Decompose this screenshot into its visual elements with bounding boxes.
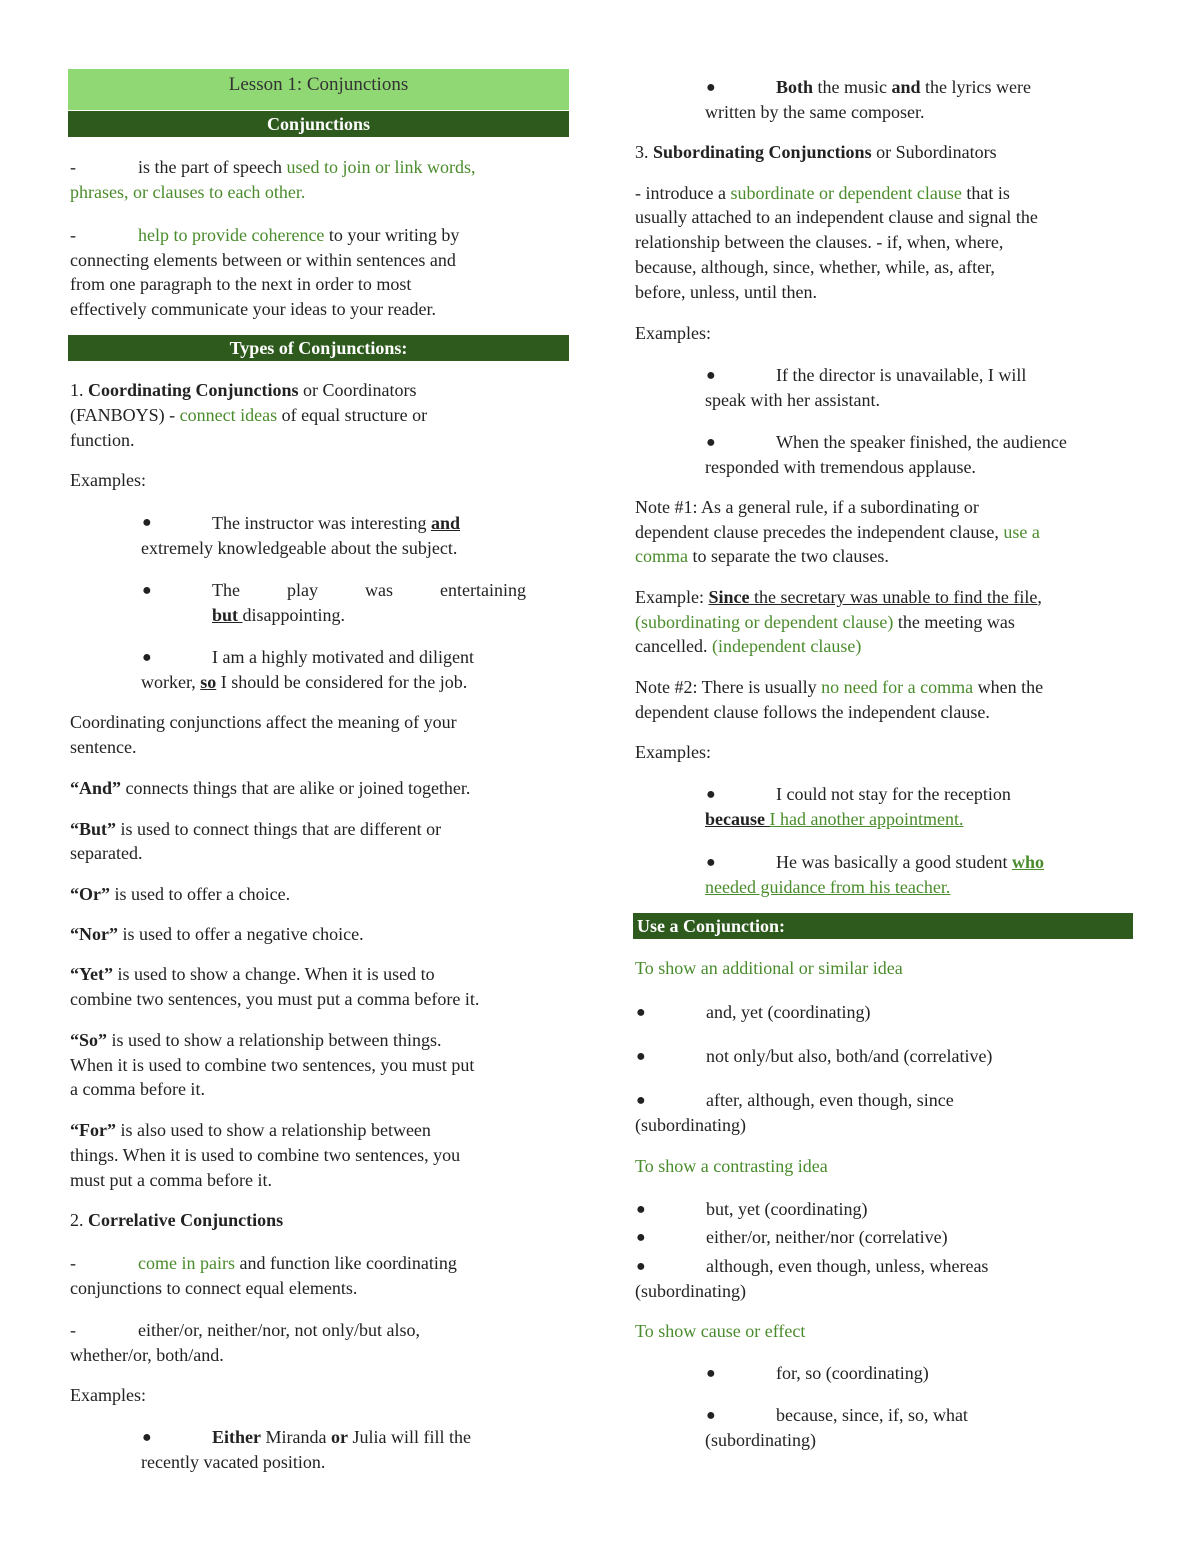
example-who: He was basically a good student who (776, 852, 1044, 872)
additional-item: after, although, even though, since (706, 1090, 954, 1110)
rule-yet: “Yet” is used to show a change. When it is used to (70, 964, 435, 984)
rule-so: “So” is used to show a relationship between things. (70, 1030, 442, 1050)
additional-item: not only/but also, both/and (correlative) (706, 1046, 993, 1066)
bullet-icon: ● (706, 786, 716, 803)
contrast-item: although, even though, unless, whereas (706, 1256, 989, 1276)
correlative-definition: - come in pairs and function like coordinating (70, 1253, 457, 1273)
note-2-line2: dependent clause follows the independent clause. (635, 702, 990, 722)
examples-label: Examples: (635, 742, 711, 762)
types-header: Types of Conjunctions: (68, 335, 569, 361)
example-and-line2: extremely knowledgeable about the subject. (141, 538, 458, 558)
note-1: Note #1: As a general rule, if a subordinating or (635, 497, 979, 517)
bullet-icon: ● (706, 854, 716, 871)
example-when: When the speaker finished, the audience (776, 432, 1067, 452)
definition-2-line4: effectively communicate your ideas to your reader. (70, 299, 437, 319)
definition-2: - help to provide coherence to your writing by (70, 225, 460, 245)
example-when-line2: responded with tremendous applause. (705, 457, 976, 477)
example-either-line2: recently vacated position. (141, 1452, 326, 1472)
example-so-line2: worker, so I should be considered for the job. (141, 672, 468, 692)
example-since-line3: cancelled. (independent clause) (635, 636, 862, 656)
correlative-heading: 2. Correlative Conjunctions (70, 1210, 284, 1230)
examples-label: Examples: (635, 323, 711, 343)
example-so: I am a highly motivated and diligent (212, 647, 474, 667)
correlative-list-line2: whether/or, both/and. (70, 1345, 224, 1365)
rule-nor: “Nor” is used to offer a negative choice. (70, 924, 364, 944)
note-2: Note #2: There is usually no need for a comma when the (635, 677, 1044, 697)
lesson-title: Lesson 1: Conjunctions (68, 69, 569, 110)
example-since-line2: (subordinating or dependent clause) the meeting was (635, 612, 1015, 632)
section-header-conjunctions: Conjunctions (68, 111, 569, 137)
cause-item: because, since, if, so, what (776, 1405, 968, 1425)
definition-1-line2: phrases, or clauses to each other. (70, 182, 306, 202)
subordinating-definition: - introduce a subordinate or dependent clause that is (635, 183, 1010, 203)
rule-or: “Or” is used to offer a choice. (70, 884, 291, 904)
example-both-line2: written by the same composer. (705, 102, 925, 122)
rule-but: “But” is used to connect things that are different or (70, 819, 442, 839)
bullet-icon: ● (706, 367, 716, 384)
example-if: If the director is unavailable, I will (776, 365, 1027, 385)
rule-so-line2: When it is used to combine two sentences, you must put (70, 1055, 475, 1075)
examples-label: Examples: (70, 1385, 146, 1405)
bullet-icon: ● (706, 434, 716, 451)
rule-so-line3: a comma before it. (70, 1079, 205, 1099)
additional-item: and, yet (coordinating) (706, 1002, 871, 1022)
definition-2-line3: from one paragraph to the next in order to most (70, 274, 412, 294)
rule-yet-line2: combine two sentences, you must put a comma before it. (70, 989, 480, 1009)
example-both: Both the music and the lyrics were (776, 77, 1031, 97)
bullet-icon: ● (142, 514, 152, 531)
example-because-line2: because I had another appointment. (705, 809, 964, 829)
subordinating-definition-line4: because, although, since, whether, while, as, after, (635, 257, 995, 277)
coordinating-line2: (FANBOYS) - connect ideas of equal structure or (70, 405, 428, 425)
contrast-item: either/or, neither/nor (correlative) (706, 1227, 948, 1247)
subordinating-definition-line3: relationship between the clauses. - if, when, where, (635, 232, 1004, 252)
subordinating-heading: 3. Subordinating Conjunctions or Subordinators (635, 142, 997, 162)
contrast-heading: To show a contrasting idea (635, 1156, 828, 1176)
correlative-list: - either/or, neither/nor, not only/but also, (70, 1320, 420, 1340)
coordinating-heading: 1. Coordinating Conjunctions or Coordinators (70, 380, 417, 400)
note-1-line3: comma to separate the two clauses. (635, 546, 889, 566)
example-and: The instructor was interesting and (212, 513, 460, 533)
cause-item: for, so (coordinating) (776, 1363, 929, 1383)
bullet-icon: ● (636, 1258, 646, 1275)
example-either: Either Miranda or Julia will fill the (212, 1427, 471, 1447)
example-because: I could not stay for the reception (776, 784, 1011, 804)
example-but-line2: but disappointing. (212, 605, 346, 625)
coordinating-line3: function. (70, 430, 135, 450)
bullet-icon: ● (636, 1229, 646, 1246)
additional-heading: To show an additional or similar idea (635, 958, 903, 978)
note-1-line2: dependent clause precedes the independent clause, use a (635, 522, 1040, 542)
affect-text: Coordinating conjunctions affect the meaning of your (70, 712, 457, 732)
bullet-icon: ● (142, 1429, 152, 1446)
examples-label: Examples: (70, 470, 146, 490)
definition-1: - is the part of speech used to join or link words, (70, 157, 476, 177)
bullet-icon: ● (636, 1004, 646, 1021)
rule-for-line2: things. When it is used to combine two sentences, you (70, 1145, 461, 1165)
affect-text-line2: sentence. (70, 737, 137, 757)
bullet-icon: ● (636, 1201, 646, 1218)
use-conjunction-header: Use a Conjunction: (633, 913, 1133, 939)
example-but: The play was entertaining (212, 580, 526, 600)
contrast-item: but, yet (coordinating) (706, 1199, 868, 1219)
bullet-icon: ● (636, 1092, 646, 1109)
example-if-line2: speak with her assistant. (705, 390, 880, 410)
bullet-icon: ● (706, 79, 716, 96)
bullet-icon: ● (706, 1365, 716, 1382)
rule-for-line3: must put a comma before it. (70, 1170, 272, 1190)
subordinating-definition-line5: before, unless, until then. (635, 282, 817, 302)
cause-item-wrap: (subordinating) (705, 1430, 816, 1450)
rule-but-line2: separated. (70, 843, 143, 863)
cause-heading: To show cause or effect (635, 1321, 806, 1341)
definition-2-line2: connecting elements between or within sentences and (70, 250, 456, 270)
example-who-line2: needed guidance from his teacher. (705, 877, 951, 897)
contrast-item-wrap: (subordinating) (635, 1281, 746, 1301)
additional-item-wrap: (subordinating) (635, 1115, 746, 1135)
rule-and: “And” connects things that are alike or joined together. (70, 778, 471, 798)
bullet-icon: ● (636, 1048, 646, 1065)
bullet-icon: ● (706, 1407, 716, 1424)
subordinating-definition-line2: usually attached to an independent clause and signal the (635, 207, 1038, 227)
correlative-definition-line2: conjunctions to connect equal elements. (70, 1278, 358, 1298)
bullet-icon: ● (142, 582, 152, 599)
rule-for: “For” is also used to show a relationship between (70, 1120, 431, 1140)
example-since: Example: Since the secretary was unable to find the file, (635, 587, 1042, 607)
bullet-icon: ● (142, 649, 152, 666)
